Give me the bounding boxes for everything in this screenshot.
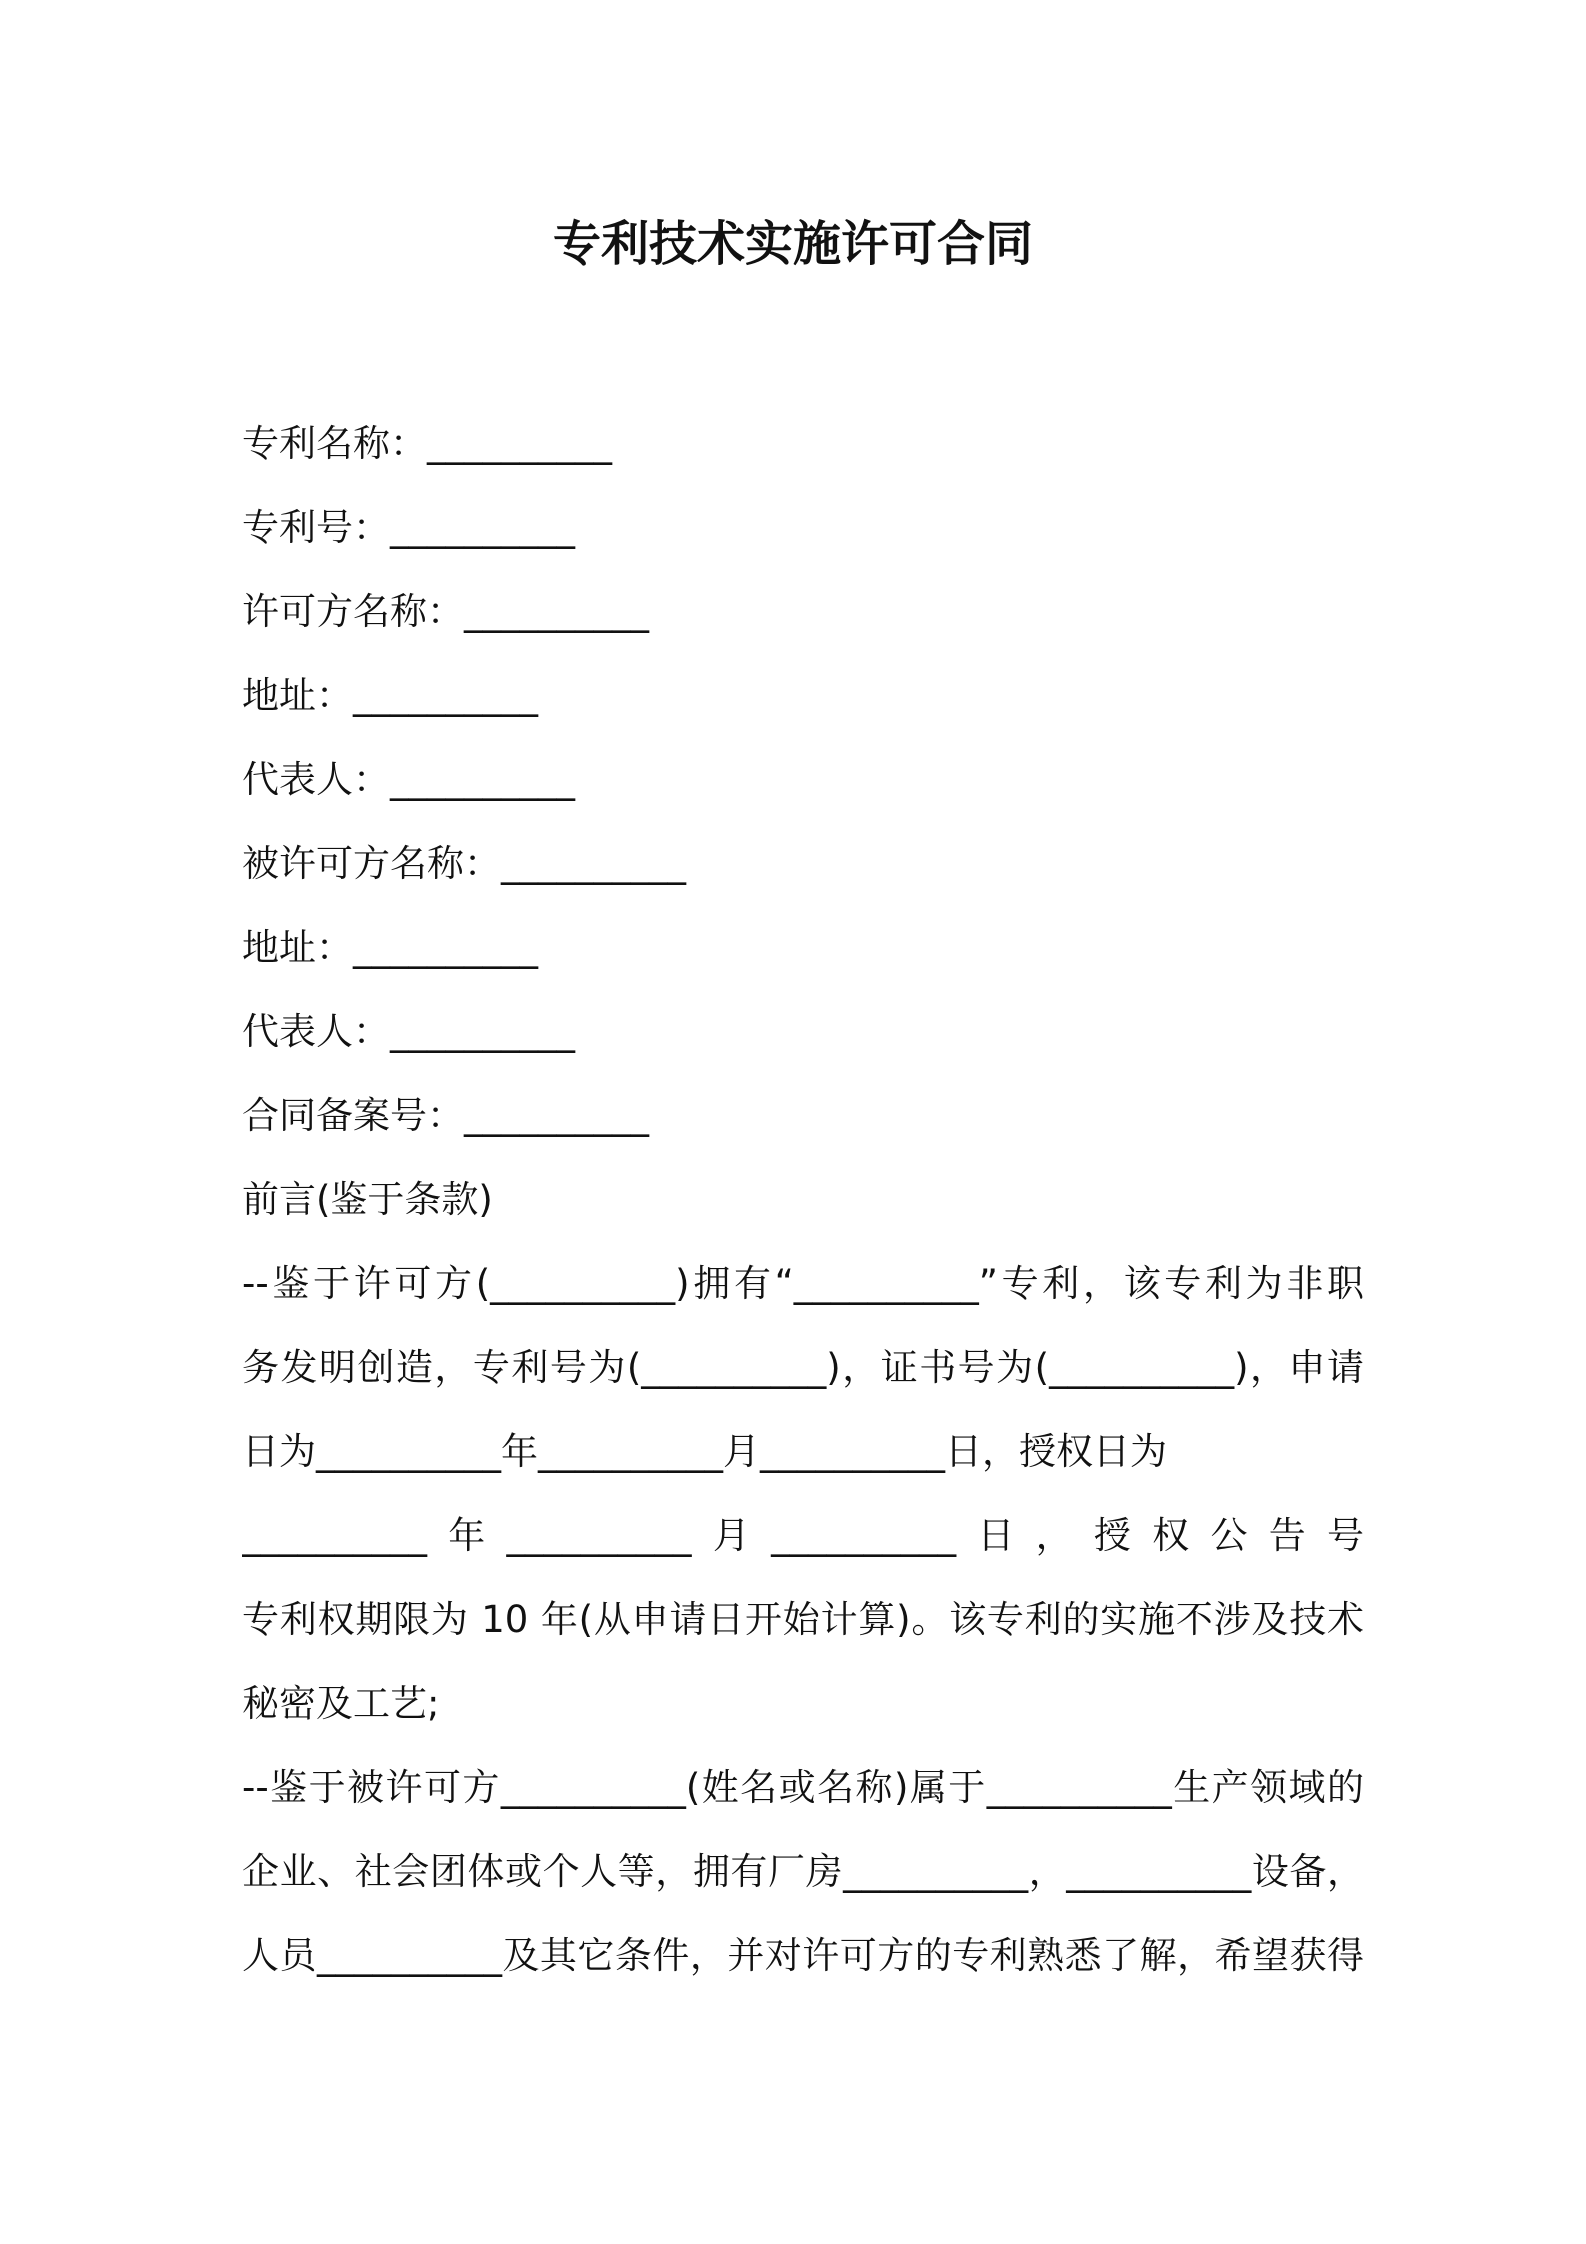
paragraph-line: 人员__________及其它条件，并对许可方的专利熟悉了解，希望获得 <box>242 1934 1364 1977</box>
field-contract-record-number: 合同备案号：__________ <box>242 1094 649 1137</box>
field-patent-number: 专利号：__________ <box>242 506 575 549</box>
field-licensee-address: 地址：__________ <box>242 926 538 969</box>
paragraph-line: --鉴于被许可方__________(姓名或名称)属于__________生产领域的 <box>242 1766 1364 1809</box>
document-title: 专利技术实施许可合同 <box>552 216 1033 272</box>
paragraph-line: __________年__________月__________日，授权公告号 <box>242 1514 1364 1557</box>
field-licensor-representative: 代表人：__________ <box>242 758 575 801</box>
field-licensor-address: 地址：__________ <box>242 674 538 717</box>
preamble-heading: 前言(鉴于条款) <box>242 1178 493 1221</box>
contract-fields <box>242 402 1362 1158</box>
field-licensee-name: 被许可方名称：__________ <box>242 842 686 885</box>
field-patent-name: 专利名称：__________ <box>242 422 612 465</box>
field-licensee-representative: 代表人：__________ <box>242 1010 575 1053</box>
paragraph-line: 企业、社会团体或个人等，拥有厂房__________，__________设备， <box>242 1850 1364 1893</box>
paragraph-line: 务发明创造，专利号为(__________)，证书号为(__________)，申请 <box>242 1346 1364 1389</box>
paragraph-line: 秘密及工艺; <box>242 1682 440 1725</box>
paragraph-line: 专利权期限为 10 年(从申请日开始计算)。该专利的实施不涉及技术 <box>242 1598 1364 1641</box>
preamble-section <box>242 1158 1364 1998</box>
field-licensor-name: 许可方名称：__________ <box>242 590 649 633</box>
paragraph-line: 日为__________年__________月__________日，授权日为 <box>242 1430 1167 1473</box>
paragraph-line: --鉴于许可方(__________)拥有“__________”专利，该专利为非职 <box>242 1262 1364 1305</box>
